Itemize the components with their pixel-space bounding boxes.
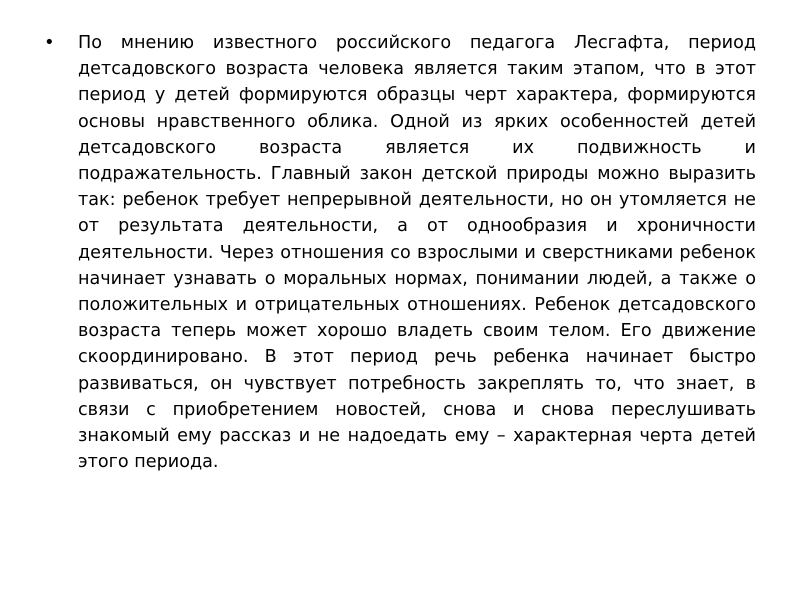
- paragraph-text: По мнению известного российского педагога Лесгафта, период детсадовского возраста человека является таким этапом, что в этот период у детей формируются образцы черт характера, формируются основы нравственного облика. Одной из ярких особенностей детей детсадовского возраста является их подвижность и подражательность. Главный закон детской природы можно выразить так: ребенок требует непрерывной деятельности, но он утомляется не от результата деятельности, а от однообразия и хроничности деятельности. Через отношения со взрослыми и сверстниками ребенок начинает узнавать о моральных нормах, понимании людей, а также о положительных и отрицательных отношениях. Ребенок детсадовского возраста теперь может хорошо владеть своим телом. Его движение скоординировано. В этот период речь ребенка начинает быстро развиваться, он чувствует потребность закреплять то, что знает, в связи с приобретением новостей, снова и снова переслушивать знакомый ему рассказ и не надоедать ему – характерная черта детей этого периода.: [78, 33, 756, 473]
- bullet-list: [44, 30, 756, 475]
- bullet-icon: •: [44, 32, 55, 53]
- bullet-item: [44, 30, 756, 475]
